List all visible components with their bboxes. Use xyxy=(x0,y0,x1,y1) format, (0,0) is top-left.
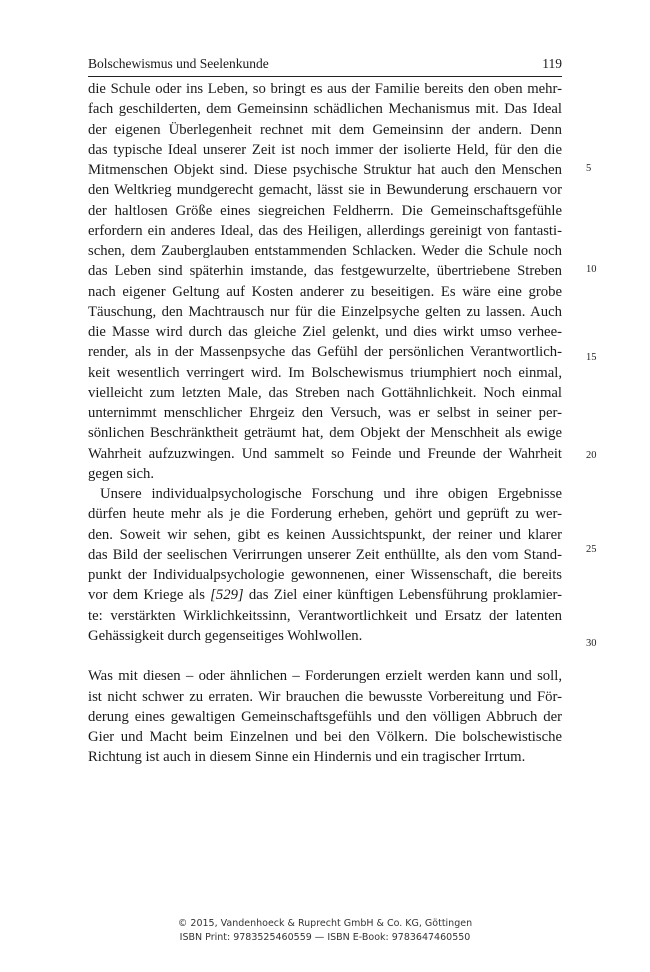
text-line: das Bild der seelischen Verirrungen unserer Zeit enthüllte, als den vom Stand- xyxy=(88,546,562,563)
text-line: render, als in der Massenpsyche das Gefühl der persönlichen Verantwortlich- xyxy=(88,344,562,361)
line-number: 25 xyxy=(586,544,597,555)
text-line: schen, dem Zauberglauben entstammenden Schlacken. Weder die Schule noch xyxy=(88,243,562,259)
text-line: nach eigener Geltung auf Kosten anderer zu beseitigen. Es wäre eine grobe xyxy=(88,283,562,300)
text-line: te: verstärkten Wirklichkeitssinn, Verantwortlichkeit und Ersatz der latenten xyxy=(88,607,562,624)
isbn-line: ISBN Print: 9783525460559 — ISBN E-Book: 9783647460550 xyxy=(179,932,471,943)
text-line: derung eines gewaltigen Gemeinschaftsgefühls und den völligen Abbruch der xyxy=(88,708,562,725)
text-line: die Masse wird durch das gleiche Ziel gelenkt, und dies wirkt umso verhee- xyxy=(88,324,562,340)
text-line: das typische Ideal unserer Zeit ist noch immer der isolierte Held, für den die xyxy=(88,141,562,158)
text-line: die Schule oder ins Leben, so bringt es aus der Familie bereits den oben mehr- xyxy=(88,81,562,97)
text-line: der eigenen Überlegenheit rechnet mit dem Gemeinsinn der andern. Denn xyxy=(88,121,562,138)
text-line: das Leben sind späterhin imstande, das festgewurzelte, übertriebene Streben xyxy=(88,263,562,280)
text-line: erfordern ein anderes Ideal, das des Heiligen, allerdings gereinigt von fantasti- xyxy=(88,222,562,239)
line-number: 10 xyxy=(586,264,597,275)
text-line: Was mit diesen – oder ähnlichen – Forderungen erzielt werden kann und soll, xyxy=(88,668,562,685)
text-line: Richtung ist auch in diesem Sinne ein Hindernis und ein tragischer Irrtum. xyxy=(88,749,526,766)
text-line: den. Soweit wir sehen, gibt es keinen Aussichtspunkt, der reiner und klarer xyxy=(88,526,562,543)
text-line: fach geschilderten, dem Gemeinsinn schädlichen Mechanismus mit. Das Ideal xyxy=(88,101,562,118)
line-number: 5 xyxy=(586,163,592,174)
line-number: 30 xyxy=(586,638,597,649)
body-text xyxy=(88,79,562,768)
running-header xyxy=(88,56,562,77)
text-line: Gehässigkeit durch gegenseitiges Wohlwollen. xyxy=(88,627,363,644)
copyright-footer xyxy=(0,917,650,945)
text-line: gegen sich. xyxy=(88,465,155,482)
text-line: den Weltkrieg mundgerecht gemacht, lässt sie in Bewunderung erschauern vor xyxy=(88,182,562,199)
text-line: punkt der Individualpsychologie gewonnenen, einer Wissenschaft, die bereits xyxy=(88,567,562,583)
text-line: vielleicht zum letzten Male, das Streben nach Gottähnlichkeit. Noch einmal xyxy=(88,384,562,401)
line-number: 15 xyxy=(586,352,597,363)
running-title: Bolschewismus und Seelenkunde xyxy=(88,56,269,71)
text-line: Unsere individualpsychologische Forschung und ihre obigen Ergebnisse xyxy=(100,486,562,502)
line-number: 20 xyxy=(586,450,597,461)
copyright-line: © 2015, Vandenhoeck & Ruprecht GmbH & Co. KG, Göttingen xyxy=(177,918,473,929)
text-line: dürfen heute mehr als je die Forderung erheben, gehört und geprüft zu wer- xyxy=(88,506,562,523)
page-number: 119 xyxy=(542,56,562,71)
text-line: Täuschung, den Machtrausch nur für die Einzelpsyche gelten zu lassen. Auch xyxy=(88,303,562,320)
text-line: keit wesentlich verringert wird. Im Bolschewismus triumphiert noch einmal, xyxy=(88,364,562,381)
text-line: unternimmt menschlicher Ehrgeiz den Versuch, was er selbst in seiner per- xyxy=(88,405,562,421)
text-line: der haltlosen Größe eines siegreichen Feldherrn. Die Gemeinschaftsgefühle xyxy=(88,202,562,219)
paragraph-spacer xyxy=(88,646,562,666)
text-line: sönlichen Beschränktheit geträumt hat, dem Objekt der Menschheit als ewige xyxy=(88,425,562,442)
text-line: ist nicht schwer zu erraten. Wir brauchen die bewusste Vorbereitung und För- xyxy=(88,688,562,705)
text-line-with-page-ref: vor dem Kriege als [529] das Ziel einer künftigen Lebensführung proklamier- xyxy=(88,587,562,604)
text-line: Mitmenschen Objekt sind. Diese psychische Struktur hat auch den Menschen xyxy=(88,162,562,178)
text-line: Gier und Macht beim Einzelnen und bei den Völkern. Die bolschewistische xyxy=(88,729,562,745)
text-line: Wahrheit aufzuzwingen. Und sammelt so Feinde und Freunde der Wahrheit xyxy=(88,445,562,462)
